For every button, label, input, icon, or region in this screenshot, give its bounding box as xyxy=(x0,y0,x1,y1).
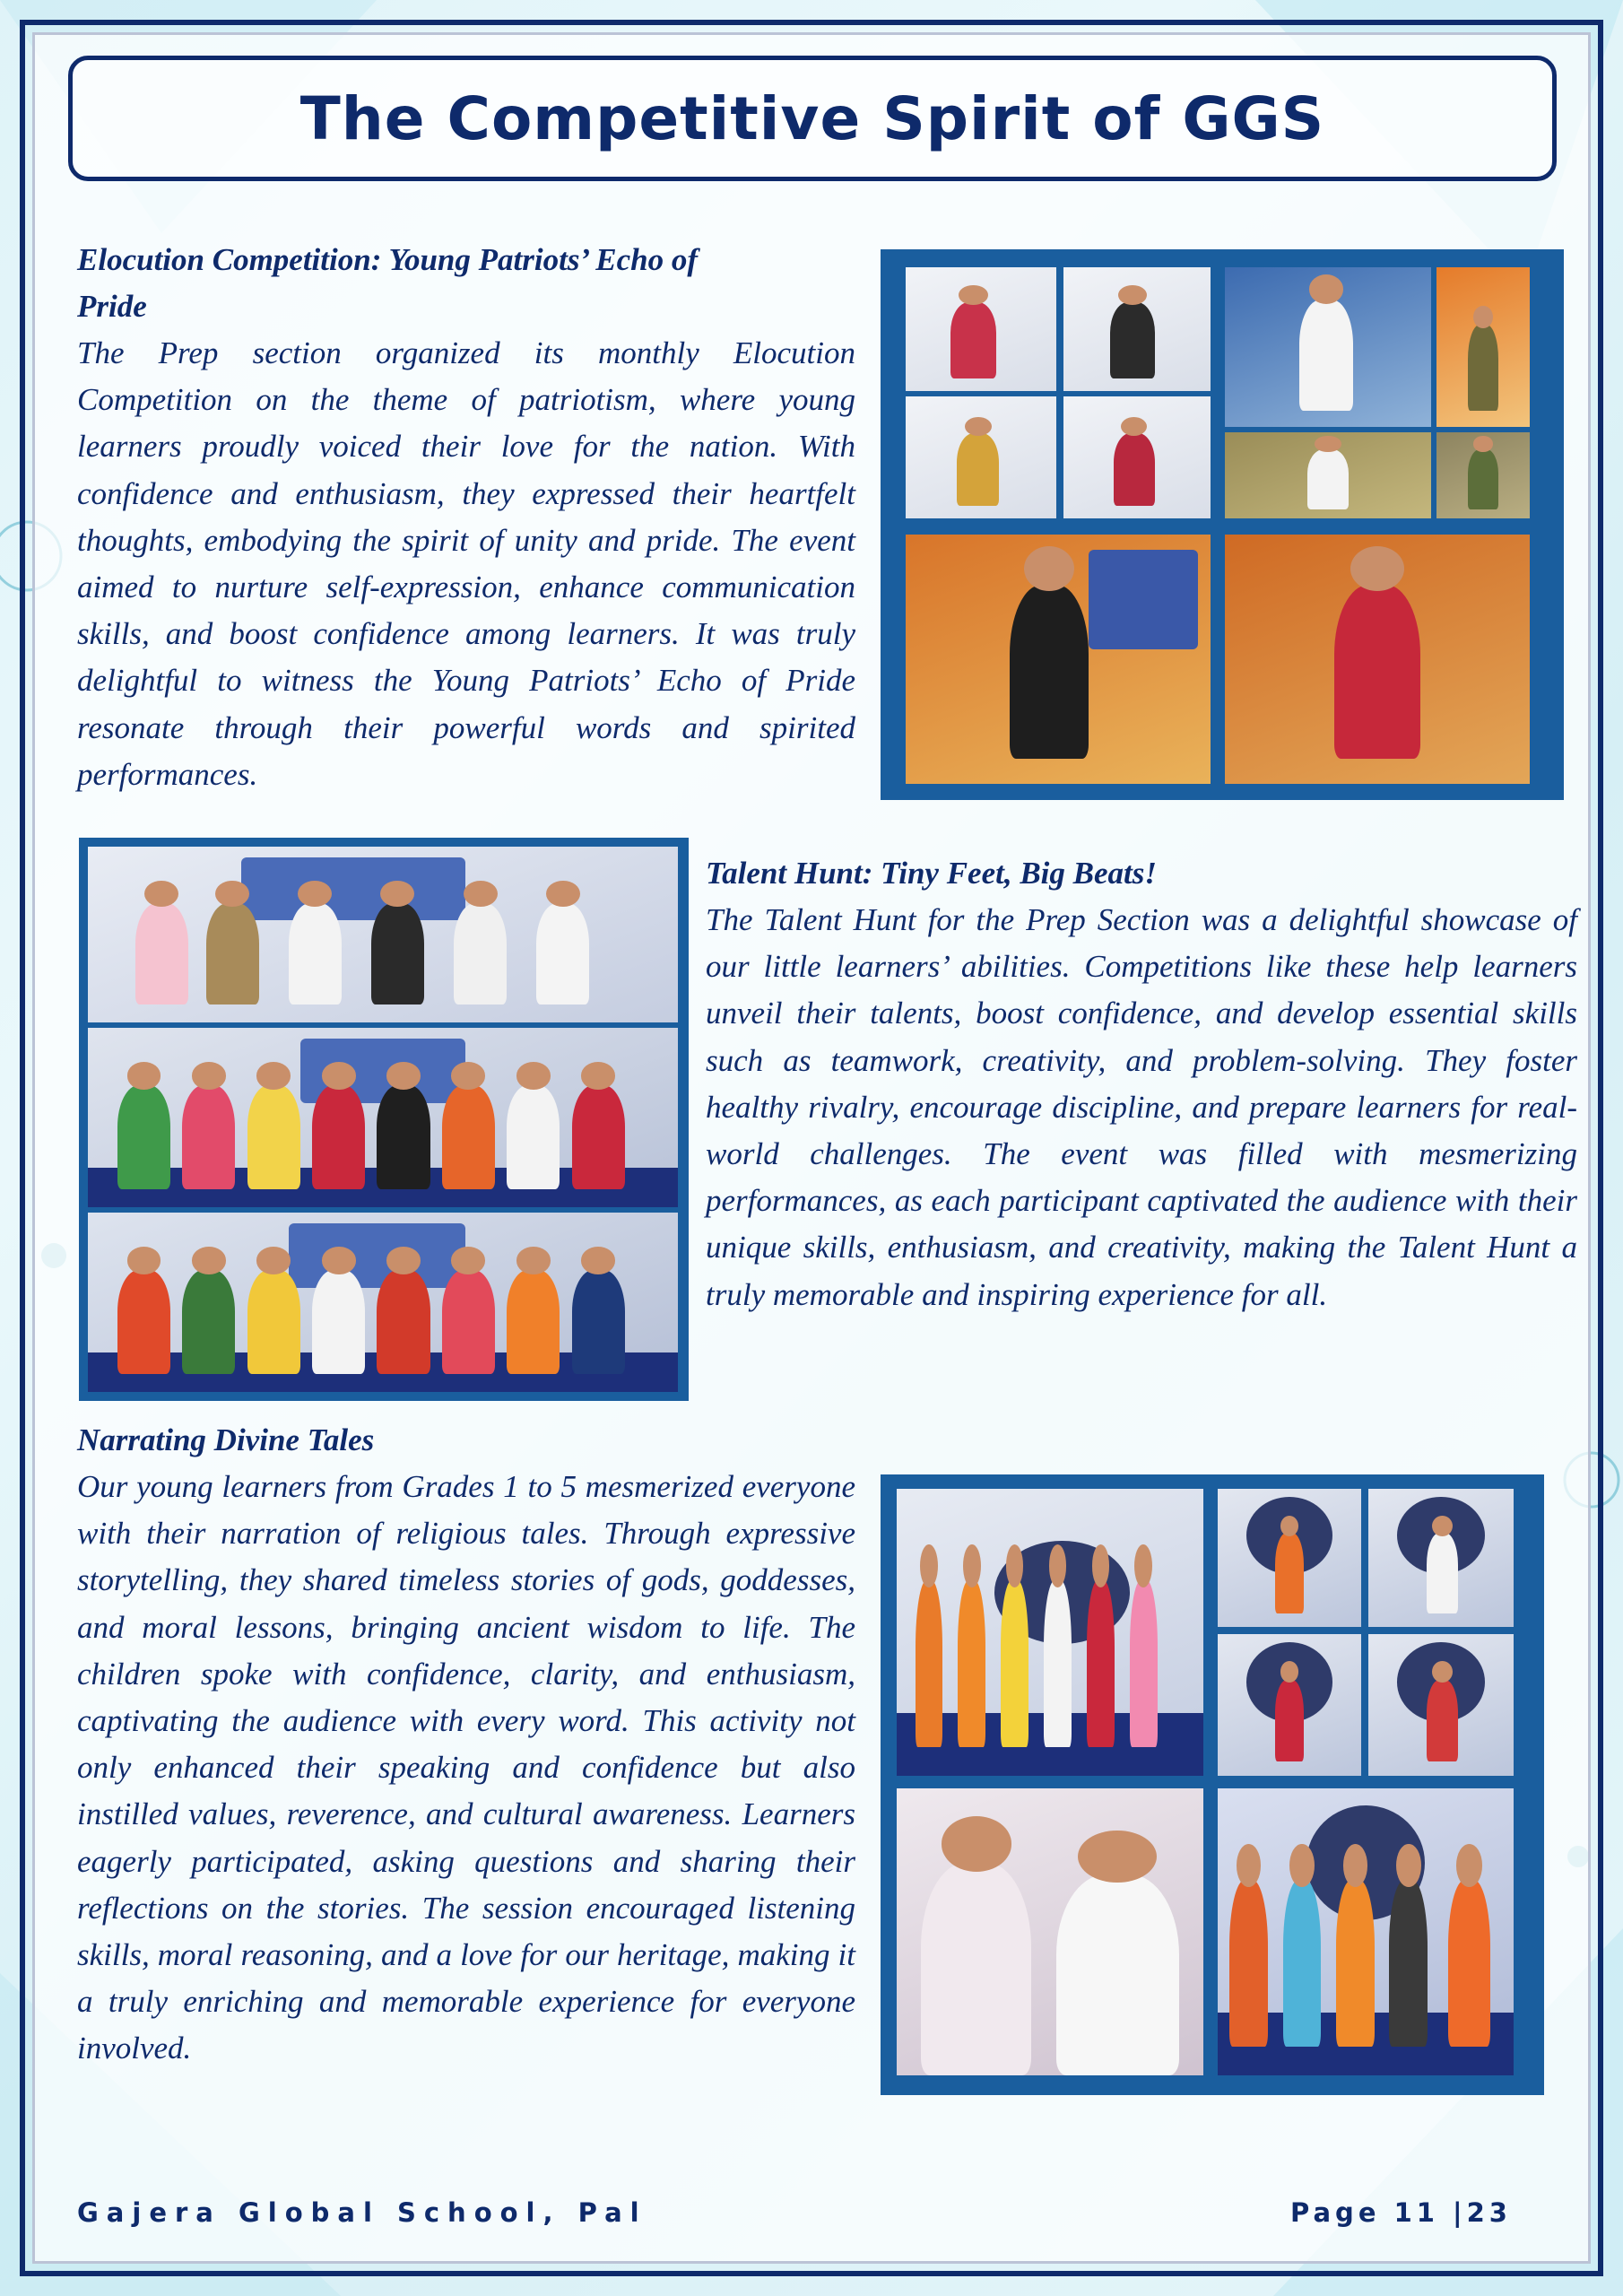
talent-hunt-body: The Talent Hunt for the Prep Section was a delightful showcase of our little learners’ abilities. Competitions like these help learners unveil their talents, boost confidence, and develop essential skills such as teamwork, creativity, and problem-solving. They foster healthy rivalry, encourage discipline, and prepare learners for real-world challenges. The event was filled with mesmerizing performances, as each participant captivated the audience with their unique skills, enthusiasm, and creativity, making the Talent Hunt a truly memorable and inspiring experience for all. xyxy=(706,902,1577,1312)
page-content xyxy=(32,32,1591,2264)
divine-tales-photo-1 xyxy=(897,1489,1203,1776)
divine-tales-heading: Narrating Divine Tales xyxy=(77,1422,375,1457)
elocution-heading-line1: Elocution Competition: Young Patriots’ Echo of xyxy=(77,242,699,277)
elocution-section xyxy=(77,237,855,798)
footer-school-name: Gajera Global School, Pal xyxy=(77,2197,647,2228)
elocution-photo-7 xyxy=(1225,432,1431,518)
elocution-body: The Prep section organized its monthly Elocution Competition on the theme of patriotism, where young learners proudly voiced their love for the nation. With confidence and enthusiasm, they expressed their heartfelt thoughts, embodying the spirit of unity and pride. The event aimed to nurture self-expression, enhance communication skills, and boost confidence among learners. It was truly delightful to witness the Young Patriots’ Echo of Pride resonate through their powerful words and spirited performances. xyxy=(77,335,855,792)
elocution-photo-5 xyxy=(1225,267,1431,427)
divine-tales-photo-6 xyxy=(897,1788,1203,2075)
elocution-photo-1 xyxy=(906,267,1056,391)
talent-hunt-heading: Talent Hunt: Tiny Feet, Big Beats! xyxy=(706,856,1158,891)
divine-tales-photo-7 xyxy=(1218,1788,1514,2075)
page-title: The Competitive Spirit of GGS xyxy=(299,83,1325,153)
elocution-heading-line2: Pride xyxy=(77,289,147,324)
elocution-photo-8 xyxy=(1436,432,1530,518)
divine-tales-photo-2 xyxy=(1218,1489,1361,1627)
elocution-photo-6 xyxy=(1436,267,1530,427)
divine-tales-photo-3 xyxy=(1368,1489,1514,1627)
talent-hunt-photo-1 xyxy=(88,847,678,1022)
divine-tales-section xyxy=(77,1417,855,2073)
elocution-photo-4 xyxy=(1063,396,1211,518)
divine-tales-photo-collage xyxy=(881,1474,1544,2095)
divine-tales-body: Our young learners from Grades 1 to 5 mesmerized everyone with their narration of religious tales. Through expressive storytelling, they shared timeless stories of gods, goddesses, and moral lessons, bringing ancient wisdom to life. The children spoke with confidence, clarity, and enthusiasm, captivating the audience with every word. This activity not only enhanced their speaking and confidence but also instilled values, reverence, and cultural awareness. Learners eagerly participated, asking questions and sharing their reflections on the stories. The session encouraged listening skills, moral reasoning, and a love for our heritage, making it a truly enriching and memorable experience for everyone involved. xyxy=(77,1469,855,2066)
talent-hunt-photo-2 xyxy=(88,1028,678,1207)
elocution-photo-10 xyxy=(1225,535,1530,784)
footer-page-number: Page 11 |23 xyxy=(1290,2197,1512,2228)
title-banner xyxy=(68,56,1557,181)
elocution-photo-collage xyxy=(881,249,1564,800)
elocution-photo-9 xyxy=(906,535,1211,784)
divine-tales-photo-5 xyxy=(1368,1634,1514,1776)
elocution-photo-2 xyxy=(1063,267,1211,391)
talent-hunt-photo-collage xyxy=(79,838,689,1401)
talent-hunt-section xyxy=(706,850,1577,1318)
elocution-photo-3 xyxy=(906,396,1056,518)
divine-tales-photo-4 xyxy=(1218,1634,1361,1776)
talent-hunt-photo-3 xyxy=(88,1213,678,1392)
